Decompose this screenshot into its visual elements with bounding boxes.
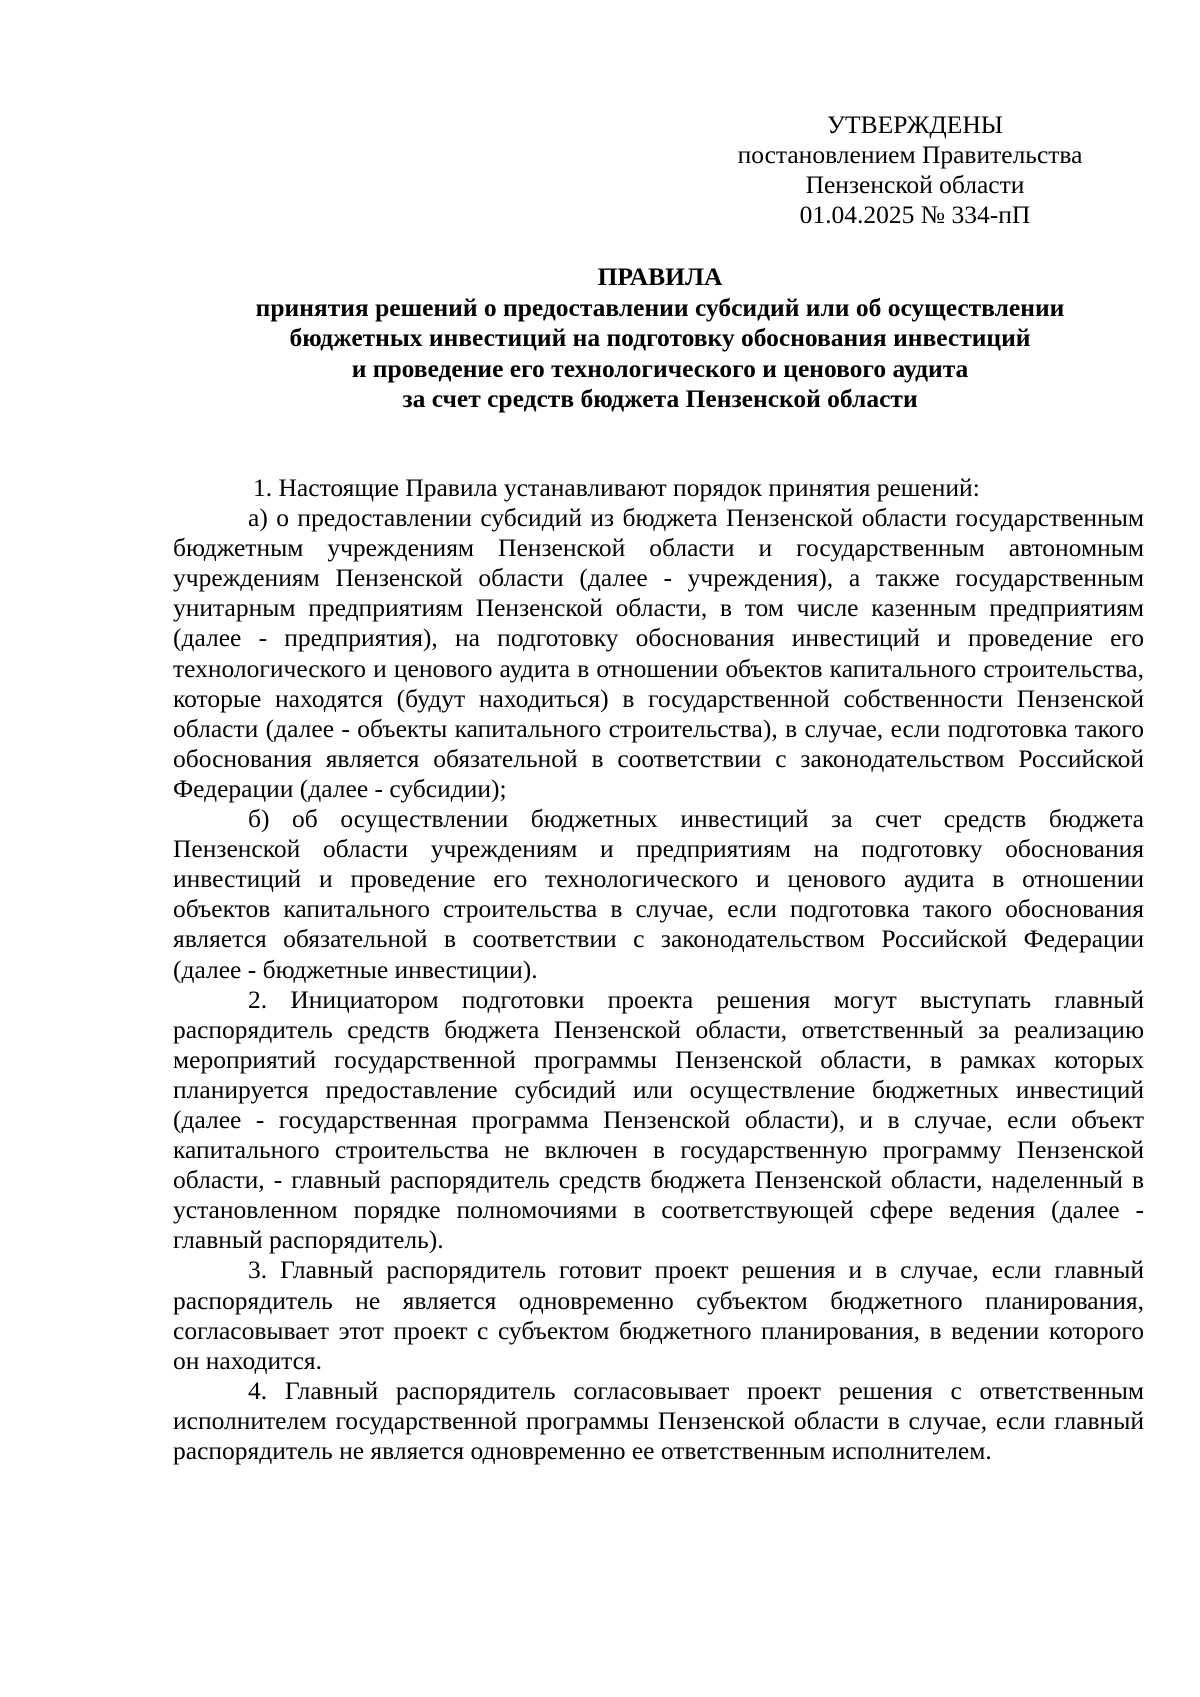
- paragraph-3: 3. Главный распорядитель готовит проект решения и в случае, если главный распорядитель не является одновременно субъектом бюджетного планирования, согласовывает этот проект с субъектом бюджетного планирования, в ведении которого он находится.: [173, 1255, 1144, 1375]
- approval-line-resolution: постановлением Правительства: [737, 140, 1083, 169]
- title-line-2: бюджетных инвестиций на подготовку обоснования инвестиций: [289, 323, 1031, 352]
- approval-line-approved: УТВЕРЖДЕНЫ: [827, 110, 1003, 139]
- title-line-3: и проведение его технологического и ценового аудита: [351, 353, 969, 383]
- document-title: [170, 262, 1150, 415]
- title-line-4: за счет средств бюджета Пензенской области: [402, 384, 918, 413]
- title-line-1: принятия решений о предоставлении субсидий или об осуществлении: [255, 292, 1065, 322]
- approval-stamp: [690, 110, 1130, 230]
- title-heading: ПРАВИЛА: [597, 262, 723, 291]
- document-body: [173, 473, 1144, 1466]
- paragraph-4: 4. Главный распорядитель согласовывает проект решения с ответственным исполнителем государственной программы Пензенской области в случае, если главный распорядитель не является одновременно ее ответственным исполнителем.: [173, 1375, 1144, 1465]
- paragraph-1a: а) о предоставлении субсидий из бюджета Пензенской области государственным бюджетным учреждениям Пензенской области и государственным автономным учреждениям Пензенской области (далее - учреждения), а также государственным унитарным предприятиям Пензенской области, в том числе казенным предприятиям (далее - предприятия), на подготовку обоснования инвестиций и проведение его технологического и ценового аудита в отношении объектов капитального строительства, которые находятся (будут находиться) в государственной собственности Пензенской области (далее - объекты капитального строительства), в случае, если подготовка такого обоснования является обязательной в соответствии с законодательством Российской Федерации (далее - субсидии);: [173, 503, 1144, 803]
- approval-line-region: Пензенской области: [805, 170, 1025, 199]
- paragraph-2: 2. Инициатором подготовки проекта решения могут выступать главный распорядитель средств бюджета Пензенской области, ответственный за реализацию мероприятий государственной программы Пензенской области, в рамках которых планируется предоставление субсидий или осуществление бюджетных инвестиций (далее - государственная программа Пензенской области), и в случае, если объект капитального строительства не включен в государственную программу Пензенской области, - главный распорядитель средств бюджета Пензенской области, наделенный в установленном порядке полномочиями в соответствующей сфере ведения (далее - главный распорядитель).: [173, 984, 1144, 1255]
- paragraph-1b: б) об осуществлении бюджетных инвестиций за счет средств бюджета Пензенской области учреждениям и предприятиям на подготовку обоснования инвестиций и проведение его технологического и ценового аудита в отношении объектов капитального строительства в случае, если подготовка такого обоснования является обязательной в соответствии с законодательством Российской Федерации (далее - бюджетные инвестиции).: [173, 804, 1144, 984]
- approval-line-date-number: 01.04.2025 № 334-пП: [799, 200, 1031, 229]
- paragraph-1-intro: 1. Настоящие Правила устанавливают порядок принятия решений:: [253, 473, 980, 502]
